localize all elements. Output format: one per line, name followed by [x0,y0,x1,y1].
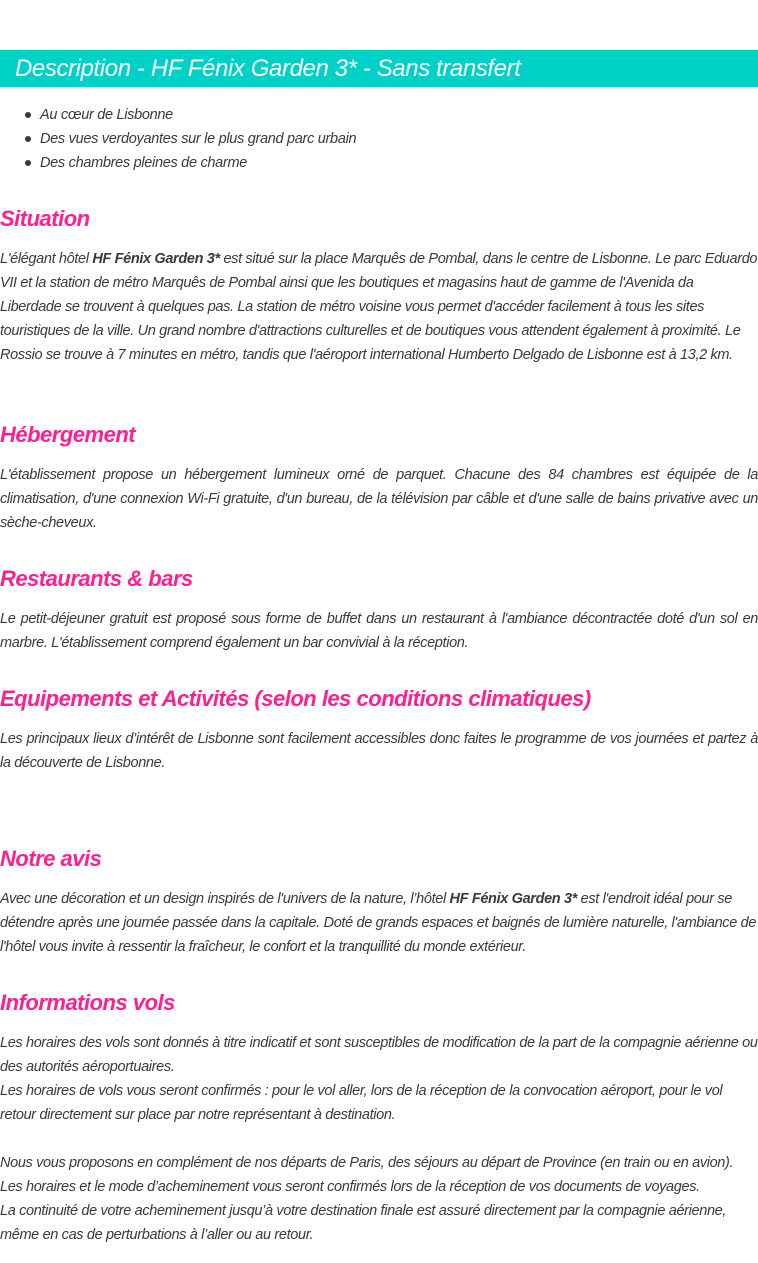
hotel-name: HF Fénix Garden 3* [449,891,577,907]
text-fragment: est situé sur la place Marquês de Pombal, dans le centre de Lisbonne. Le parc Eduardo VII et la station de métro Marquês de Pombal ainsi que les boutiques et magasins haut de gamme de l'Avenida da Liberdade se trouvent à quelques pas. La station de métro voisine vous permet d'accéder facilement à tous les sites touristiques de la ville. Un grand nombre d'attractions culturelles et de boutiques vous attendent également à proximité. Le Rossio se trouve à 7 minutes en métro, tandis que l'aéroport international Humberto Delgado de Lisbonne est à 13,2 km. [0,251,758,363]
text-fragment: est l'endroit idéal pour se détendre après une journée passée dans la capitale. Doté de grands espaces et baignés de lumière naturelle, l'ambiance de l'hôtel vous invite à ressentir la fraîcheur, le confort et la tranquillité du monde extérieur. [0,891,757,955]
page-title: Description - HF Fénix Garden 3* - Sans transfert [15,55,521,82]
highlight-item [0,103,356,127]
highlight-item [0,151,356,175]
highlights-list [0,103,356,175]
section-heading: Restaurants & bars [0,566,193,591]
restaurants-text: Le petit-déjeuner gratuit est proposé sous forme de buffet dans un restaurant à l'ambiance décontractée doté d'un sol en marbre. L'établissement comprend également un bar convivial à la réception. [0,611,758,651]
section-equipements [0,683,758,775]
vols-line: Les horaires des vols sont donnés à titre indicatif et sont susceptibles de modification de la part de la compagnie aérienne ou des autorités aéroportuaires. [0,1035,758,1075]
section-heading: Situation [0,206,90,231]
section-vols [0,987,758,1247]
bullet-icon [25,112,31,118]
highlight-item [0,127,356,151]
vols-line: Les horaires de vols vous seront confirmés : pour le vol aller, lors de la réception de la convocation aéroport, pour le vol retour directement sur place par notre représentant à destination. [0,1083,723,1123]
section-situation [0,203,758,367]
section-restaurants [0,563,758,655]
situation-text [0,247,758,367]
section-avis [0,843,758,959]
section-heading: Informations vols [0,990,175,1015]
highlight-text: Des vues verdoyantes sur le plus grand parc urbain [40,131,357,147]
vols-line: Les horaires et le mode d’acheminement vous seront confirmés lors de la réception de vos documents de voyages. [0,1179,700,1195]
hotel-name: HF Fénix Garden 3* [92,251,220,267]
section-heading: Equipements et Activités (selon les conditions climatiques) [0,686,591,711]
hebergement-text: L'établissement propose un hébergement lumineux orné de parquet. Chacune des 84 chambres est équipée de la climatisation, d'une connexion Wi-Fi gratuite, d'un bureau, de la télévision par câble et d'une salle de bains privative avec un sèche-cheveux. [0,467,758,531]
section-hebergement [0,419,758,535]
vols-line: Nous vous proposons en complément de nos départs de Paris, des séjours au départ de Province (en train ou en avion). [0,1155,734,1171]
vols-line: La continuité de votre acheminement jusqu’à votre destination finale est assuré directement par la compagnie aérienne, même en cas de perturbations à l’aller ou au retour. [0,1203,727,1243]
description-banner [0,50,758,87]
text-fragment: Avec une décoration et un design inspirés de l'univers de la nature, l’hôtel [0,891,450,907]
section-heading: Notre avis [0,846,102,871]
bullet-icon [25,160,31,166]
highlight-text: Au cœur de Lisbonne [40,107,173,123]
avis-text [0,887,758,959]
text-fragment: L'élégant hôtel [0,251,93,267]
bullet-icon [25,136,31,142]
equipements-text: Les principaux lieux d’intérêt de Lisbonne sont facilement accessibles donc faites le programme de vos journées et partez à la découverte de Lisbonne. [0,731,758,771]
section-heading: Hébergement [0,422,136,447]
highlight-text: Des chambres pleines de charme [40,155,247,171]
spacer [0,1127,758,1151]
